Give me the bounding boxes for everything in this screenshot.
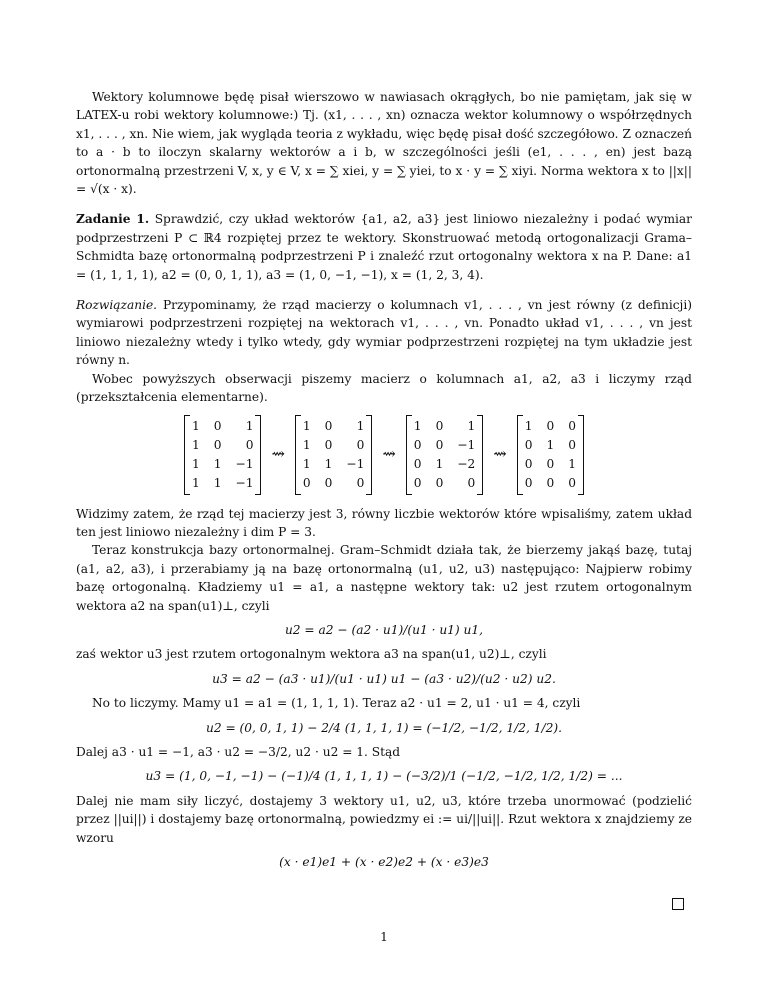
matrix-cell: 1 xyxy=(302,456,311,471)
matrix-cell: 0 xyxy=(213,418,222,433)
equation-u2-value: u2 = (0, 0, 1, 1) − 2/4 (1, 1, 1, 1) = (−1/2, −1/2, 1/2, 1/2). xyxy=(205,720,563,735)
matrix-cell: 0 xyxy=(435,475,444,490)
matrix-cell: −1 xyxy=(235,475,254,490)
task-label: Zadanie 1. xyxy=(76,212,150,227)
solution-label: Rozwiązanie. xyxy=(76,298,158,313)
matrix-cell: 0 xyxy=(213,437,222,452)
solution-paragraph-1 xyxy=(76,296,692,370)
arrow-2: ⇝ xyxy=(382,444,396,464)
matrix-4 xyxy=(517,415,584,495)
equation-u2-formula: u2 = a2 − (a2 · u1)/(u1 · u1) u1, xyxy=(284,622,484,637)
matrix-cell: 1 xyxy=(324,456,333,471)
matrix-cell: 0 xyxy=(568,475,576,490)
matrix-cell: −1 xyxy=(346,456,365,471)
matrix-cell: 0 xyxy=(324,475,333,490)
equation-projection: (x · e1)e1 + (x · e2)e2 + (x · e3)e3 xyxy=(279,855,489,869)
matrix-cell: 0 xyxy=(524,475,533,490)
solution-paragraph-7: Dalej a3 · u1 = −1, a3 · u2 = −3/2, u2 · u2 = 1. Stąd xyxy=(76,744,401,759)
matrix-cell: −2 xyxy=(457,456,476,471)
solution-paragraph-3: Widzimy zatem, że rząd tej macierzy jest 3, równy liczbie wektorów które wpisaliśmy, zatem układ ten jest liniowo niezależny i dim P = 3. xyxy=(76,506,692,539)
matrix-cell: 1 xyxy=(435,456,444,471)
equation-u3-value: u3 = (1, 0, −1, −1) − (−1)/4 (1, 1, 1, 1) − (−3/2)/1 (−1/2, −1/2, 1/2, 1/2) = ... xyxy=(145,769,623,784)
matrix-cell: 1 xyxy=(191,437,200,452)
solution-paragraph-8: Dalej nie mam siły liczyć, dostajemy 3 wektory u1, u2, u3, które trzeba unormować (podzielić przez ||ui||) i dostajemy bazę ortonormalną, powiedzmy ei := ui/||ui||. Rzut wektora x znajdziemy ze wzoru xyxy=(76,793,692,845)
matrix-cell: 0 xyxy=(324,418,333,433)
matrix-cell: 0 xyxy=(356,437,365,452)
qed-square xyxy=(672,898,684,910)
solution-paragraph-2: Wobec powyższych obserwacji piszemy macierz o kolumnach a1, a2, a3 i liczymy rząd (przekształcenia elementarne). xyxy=(76,371,692,405)
matrix-cell: 1 xyxy=(356,418,365,433)
matrix-cell: −1 xyxy=(235,456,254,471)
matrix-cell: 1 xyxy=(191,418,200,433)
solution-text-1: Przypominamy, że rząd macierzy o kolumnach v1, . . . , vn jest równy (z definicji) wymiarowi podprzestrzeni rozpiętej na wektorach v1, . . . , vn. Ponadto układ v1, . . . , vn jest liniowo niezależny wtedy i tylko wtedy, gdy wymiar podprzestrzeni rozpiętej na tym układzie jest równy n. xyxy=(76,298,692,368)
arrow-3: ⇝ xyxy=(493,444,507,464)
matrix-cell: 1 xyxy=(568,456,576,471)
matrix-3 xyxy=(406,415,484,495)
matrix-1 xyxy=(184,415,262,495)
solution-paragraph-4: Teraz konstrukcja bazy ortonormalnej. Gram–Schmidt działa tak, że bierzemy jakąś bazę, tutaj (a1, a2, a3), i przerabiamy ją na bazę ortonormalną (u1, u2, u3) następująco: Najpierw robimy bazę ortogonalną. Kładziemy u1 = a1, a następne wektory tak: u2 jest rzutem ortogonalnym wektora a2 na span(u1)⊥, czyli xyxy=(76,543,692,613)
matrix-cell: 1 xyxy=(524,418,533,433)
matrix-cell: 0 xyxy=(568,437,576,452)
matrix-2 xyxy=(295,415,373,495)
matrix-cell: 0 xyxy=(546,418,555,433)
matrix-cell: 1 xyxy=(213,456,222,471)
matrix-cell: 0 xyxy=(356,475,365,490)
matrix-cell: 0 xyxy=(435,437,444,452)
matrix-reduction xyxy=(76,415,692,495)
matrix-cell: 1 xyxy=(302,418,311,433)
matrix-cell: 0 xyxy=(413,437,422,452)
matrix-cell: 0 xyxy=(324,437,333,452)
arrow-1: ⇝ xyxy=(271,444,285,464)
matrix-cell: 1 xyxy=(302,437,311,452)
task-paragraph xyxy=(76,210,692,284)
matrix-cell: 0 xyxy=(524,437,533,452)
matrix-cell: 1 xyxy=(191,475,200,490)
solution-paragraph-6: No to liczymy. Mamy u1 = a1 = (1, 1, 1, 1). Teraz a2 · u1 = 2, u1 · u1 = 4, czyli xyxy=(92,696,581,711)
matrix-cell: 1 xyxy=(213,475,222,490)
matrix-cell: 0 xyxy=(546,456,555,471)
matrix-cell: 0 xyxy=(568,418,576,433)
matrix-cell: −1 xyxy=(457,437,476,452)
page-number: 1 xyxy=(380,930,388,944)
page-body xyxy=(76,88,692,877)
matrix-cell: 1 xyxy=(413,418,422,433)
matrix-cell: 1 xyxy=(191,456,200,471)
matrix-cell: 0 xyxy=(413,456,422,471)
matrix-cell: 0 xyxy=(413,475,422,490)
matrix-cell: 0 xyxy=(302,475,311,490)
matrix-cell: 1 xyxy=(546,437,555,452)
matrix-cell: 1 xyxy=(245,418,254,433)
matrix-cell: 0 xyxy=(467,475,476,490)
matrix-cell: 0 xyxy=(546,475,555,490)
matrix-cell: 0 xyxy=(524,456,533,471)
intro-paragraph: Wektory kolumnowe będę pisał wierszowo w nawiasach okrągłych, bo nie pamiętam, jak się w LATEX-u robi wektory kolumnowe:) Tj. (x1, . . . , xn) oznacza wektor kolumnowy o współrzędnych x1, . . . , xn. Nie wiem, jak wygląda teoria z wykładu, więc będę pisał dość szczegółowo. Z oznaczeń to a · b to iloczyn skalarny wektorów a i b, w szczególności jeśli (e1, . . . , en) jest bazą ortonormalną przestrzeni V, x, y ∈ V, x = ∑ xiei, y = ∑ yiei, to x · y = ∑ xiyi. Norma wektora x to ||x|| = √(x · x). xyxy=(76,90,692,197)
task-text: Sprawdzić, czy układ wektorów {a1, a2, a3} jest liniowo niezależny i podać wymiar podprzestrzeni P ⊂ ℝ4 rozpiętej przez te wektory. Skonstruować metodą ortogonalizacji Grama–Schmidta bazę ortonormalną podprzestrzeni P i znaleźć rzut ortogonalny wektora x na P. Dane: a1 = (1, 1, 1, 1), a2 = (0, 0, 1, 1), a3 = (1, 0, −1, −1), x = (1, 2, 3, 4). xyxy=(76,212,692,282)
solution-paragraph-5: zaś wektor u3 jest rzutem ortogonalnym wektora a3 na span(u1, u2)⊥, czyli xyxy=(76,647,547,662)
equation-u3-formula: u3 = a2 − (a3 · u1)/(u1 · u1) u1 − (a3 · u2)/(u2 · u2) u2. xyxy=(212,671,556,686)
matrix-cell: 1 xyxy=(467,418,476,433)
matrix-cell: 0 xyxy=(435,418,444,433)
matrix-cell: 0 xyxy=(245,437,254,452)
